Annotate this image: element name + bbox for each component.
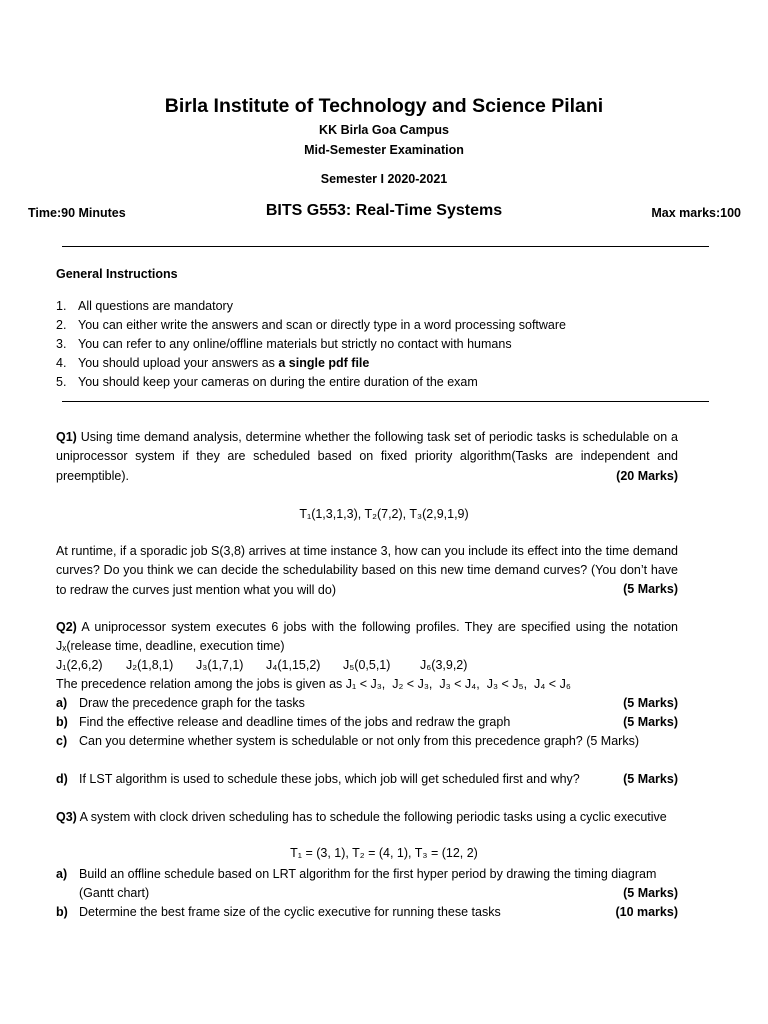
- q3-part-b: [56, 903, 678, 922]
- exam-time: Time:90 Minutes: [28, 206, 126, 220]
- list-item: [56, 297, 696, 316]
- q3-part-a: [56, 865, 678, 903]
- q2-part-a: [56, 694, 678, 713]
- q1-sporadic-text: At runtime, if a sporadic job S(3,8) arrives at time instance 3, how can you include its effect into the time demand curves? Do you think we can decide the schedulability based on this new time demand curves? (You don’t have to redraw the curves just mention what you will do): [56, 544, 678, 597]
- instructions-list: [56, 297, 696, 392]
- q2-jobs: [56, 656, 678, 675]
- part-marks: (5 Marks): [623, 715, 678, 729]
- list-item: [56, 373, 696, 392]
- list-text-bold: a single pdf file: [278, 356, 370, 370]
- part-marks: (10 marks): [615, 905, 678, 919]
- part-text: Find the effective release and deadline times of the jobs and redraw the graph: [79, 715, 511, 729]
- part-text: Build an offline schedule based on LRT algorithm for the first hyper period by drawing the timing diagram (Gantt chart): [79, 867, 657, 900]
- list-item: [56, 335, 696, 354]
- part-label: a): [56, 696, 68, 710]
- q2-text: [56, 618, 678, 657]
- list-item: [56, 316, 696, 335]
- q1-tasks: T₁(1,3,1,3), T₂(7,2), T₃(2,9,1,9): [299, 507, 469, 521]
- q1-marks: (20 Marks): [616, 469, 678, 483]
- q1-label: Q1): [56, 430, 77, 444]
- list-number: 2.: [56, 318, 67, 332]
- list-item: [56, 354, 696, 373]
- q3-body: A system with clock driven scheduling has to schedule the following periodic tasks using a cyclic executive: [76, 810, 667, 824]
- campus-name: KK Birla Goa Campus: [319, 123, 449, 137]
- instructions-heading: General Instructions: [56, 267, 178, 281]
- job-item: J₁(2,6,2): [56, 658, 103, 672]
- part-marks: (5 Marks): [623, 886, 678, 900]
- job-item: J₅(0,5,1): [343, 658, 391, 672]
- list-number: 1.: [56, 299, 67, 313]
- part-label: c): [56, 734, 68, 748]
- q2-part-c: [56, 732, 678, 751]
- part-text: Draw the precedence graph for the tasks: [79, 696, 305, 710]
- list-text: You can either write the answers and scan or directly type in a word processing software: [78, 318, 566, 332]
- list-text: All questions are mandatory: [78, 299, 233, 313]
- q2-body: A uniprocessor system executes 6 jobs with the following profiles. They are specified using the notation Jₓ(release time, deadline, execution time): [56, 620, 678, 654]
- max-marks: Max marks:100: [651, 206, 741, 220]
- course-title: BITS G553: Real-Time Systems: [265, 202, 503, 219]
- q2-label: Q2): [56, 620, 77, 634]
- semester: Semester I 2020-2021: [320, 172, 448, 186]
- job-item: J₃(1,7,1): [196, 658, 244, 672]
- header-divider: [62, 246, 709, 247]
- q2-part-b: [56, 713, 678, 732]
- q3-tasks: T₁ = (3, 1), T₂ = (4, 1), T₃ = (12, 2): [290, 846, 478, 860]
- job-item: J₄(1,15,2): [266, 658, 321, 672]
- q2-precedence: The precedence relation among the jobs is given as J₁ < J₃, J₂ < J₃, J₃ < J₄, J₃ < J₅, J₄ < J₆: [56, 677, 571, 691]
- q3-text: [56, 808, 678, 827]
- exam-name: Mid-Semester Examination: [304, 143, 464, 157]
- list-number: 5.: [56, 375, 67, 389]
- list-text: You can refer to any online/offline materials but strictly no contact with humans: [78, 337, 512, 351]
- part-marks: (5 Marks): [623, 696, 678, 710]
- q1-sporadic-marks-line: [56, 580, 678, 599]
- part-label: b): [56, 905, 68, 919]
- part-label: b): [56, 715, 68, 729]
- q1-sporadic-marks: (5 Marks): [623, 582, 678, 596]
- q3-label: Q3): [56, 810, 77, 824]
- part-text: Determine the best frame size of the cyclic executive for running these tasks: [79, 905, 501, 919]
- job-item: J₆(3,9,2): [420, 658, 468, 672]
- part-label: a): [56, 867, 68, 881]
- list-number: 3.: [56, 337, 67, 351]
- part-text: Can you determine whether system is schedulable or not only from this precedence graph? (5 Marks): [79, 734, 639, 748]
- institute-title: Birla Institute of Technology and Science Pilani: [164, 95, 604, 117]
- q2-part-d: [56, 770, 678, 789]
- list-text: You should upload your answers as: [78, 356, 279, 370]
- q1-body: Using time demand analysis, determine whether the following task set of periodic tasks is schedulable on a uniprocessor system if they are scheduled based on fixed priority algorithm(Tasks are independent and preemptible).: [56, 430, 678, 483]
- part-text: If LST algorithm is used to schedule these jobs, which job will get scheduled first and why?: [79, 772, 580, 786]
- list-text: You should keep your cameras on during the entire duration of the exam: [78, 375, 478, 389]
- q1-marks-line: [56, 467, 678, 486]
- job-item: J₂(1,8,1): [126, 658, 174, 672]
- list-number: 4.: [56, 356, 67, 370]
- part-marks: (5 Marks): [623, 772, 678, 786]
- instructions-divider: [62, 401, 709, 402]
- part-label: d): [56, 772, 68, 786]
